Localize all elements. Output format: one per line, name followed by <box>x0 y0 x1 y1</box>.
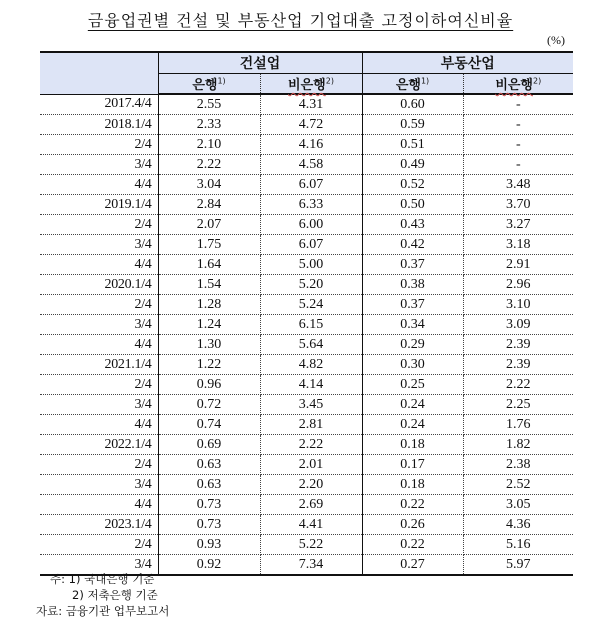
realestate-bank-cell: 0.30 <box>362 355 463 375</box>
construction-nonbank-cell: 2.01 <box>260 455 362 475</box>
realestate-bank-cell: 0.42 <box>362 235 463 255</box>
realestate-bank-cell: 0.24 <box>362 395 463 415</box>
period-cell: 3/4 <box>40 155 158 175</box>
period-cell: 2/4 <box>40 215 158 235</box>
table-row <box>40 235 573 255</box>
footnote-marker: 1) <box>217 76 226 86</box>
stub-header <box>40 52 158 94</box>
construction-nonbank-cell: 6.00 <box>260 215 362 235</box>
period-cell: 2020.1/4 <box>40 275 158 295</box>
construction-nonbank-cell: 6.07 <box>260 175 362 195</box>
period-cell: 2/4 <box>40 375 158 395</box>
construction-bank-cell: 0.96 <box>158 375 260 395</box>
construction-nonbank-cell: 2.81 <box>260 415 362 435</box>
construction-bank-cell: 3.04 <box>158 175 260 195</box>
period-cell: 2/4 <box>40 535 158 555</box>
realestate-bank-cell: 0.38 <box>362 275 463 295</box>
construction-nonbank-cell: 5.20 <box>260 275 362 295</box>
construction-nonbank-cell: 6.07 <box>260 235 362 255</box>
construction-bank-cell: 0.93 <box>158 535 260 555</box>
realestate-bank-cell: 0.49 <box>362 155 463 175</box>
realestate-nonbank-cell: 2.22 <box>463 375 573 395</box>
realestate-nonbank-cell: 3.10 <box>463 295 573 315</box>
table-row <box>40 495 573 515</box>
subheader-label: 은행 <box>192 78 218 93</box>
realestate-bank-cell: 0.27 <box>362 555 463 576</box>
realestate-nonbank-cell: 2.38 <box>463 455 573 475</box>
construction-nonbank-cell: 4.58 <box>260 155 362 175</box>
footnote-marker: 2) <box>533 76 542 86</box>
construction-bank-cell: 0.74 <box>158 415 260 435</box>
realestate-bank-cell: 0.59 <box>362 115 463 135</box>
realestate-bank-cell: 0.18 <box>362 435 463 455</box>
construction-nonbank-cell: 4.16 <box>260 135 362 155</box>
realestate-nonbank-cell: 3.18 <box>463 235 573 255</box>
construction-bank-cell: 1.28 <box>158 295 260 315</box>
period-cell: 3/4 <box>40 395 158 415</box>
period-cell: 2018.1/4 <box>40 115 158 135</box>
realestate-bank-cell: 0.25 <box>362 375 463 395</box>
subheader-realestate-bank <box>362 74 463 95</box>
period-cell: 4/4 <box>40 255 158 275</box>
table-row <box>40 215 573 235</box>
realestate-nonbank-cell: 2.52 <box>463 475 573 495</box>
table-body <box>40 94 573 575</box>
table-row <box>40 115 573 135</box>
realestate-nonbank-cell: 2.25 <box>463 395 573 415</box>
construction-nonbank-cell: 4.72 <box>260 115 362 135</box>
realestate-nonbank-cell: - <box>463 94 573 115</box>
construction-nonbank-cell: 5.22 <box>260 535 362 555</box>
construction-bank-cell: 2.22 <box>158 155 260 175</box>
construction-nonbank-cell: 2.69 <box>260 495 362 515</box>
period-cell: 2/4 <box>40 455 158 475</box>
realestate-nonbank-cell: 5.16 <box>463 535 573 555</box>
realestate-bank-cell: 0.24 <box>362 415 463 435</box>
table-row <box>40 295 573 315</box>
construction-bank-cell: 2.10 <box>158 135 260 155</box>
table-row <box>40 395 573 415</box>
period-cell: 3/4 <box>40 475 158 495</box>
realestate-bank-cell: 0.22 <box>362 495 463 515</box>
realestate-bank-cell: 0.50 <box>362 195 463 215</box>
realestate-bank-cell: 0.51 <box>362 135 463 155</box>
table-row <box>40 535 573 555</box>
construction-bank-cell: 0.72 <box>158 395 260 415</box>
subheader-construction-bank <box>158 74 260 95</box>
construction-nonbank-cell: 4.41 <box>260 515 362 535</box>
realestate-nonbank-cell: - <box>463 115 573 135</box>
realestate-bank-cell: 0.34 <box>362 315 463 335</box>
construction-nonbank-cell: 3.45 <box>260 395 362 415</box>
period-cell: 3/4 <box>40 315 158 335</box>
construction-bank-cell: 1.30 <box>158 335 260 355</box>
subheader-construction-nonbank <box>260 74 362 95</box>
construction-nonbank-cell: 4.14 <box>260 375 362 395</box>
realestate-nonbank-cell: 2.96 <box>463 275 573 295</box>
table-row <box>40 155 573 175</box>
construction-nonbank-cell: 5.24 <box>260 295 362 315</box>
table-row <box>40 355 573 375</box>
realestate-nonbank-cell: 1.82 <box>463 435 573 455</box>
realestate-nonbank-cell: 3.05 <box>463 495 573 515</box>
period-cell: 3/4 <box>40 555 158 576</box>
table-row <box>40 475 573 495</box>
table-row <box>40 455 573 475</box>
realestate-nonbank-cell: 2.91 <box>463 255 573 275</box>
npl-ratio-table <box>40 51 573 576</box>
footnote-marker: 1) <box>420 76 430 86</box>
construction-nonbank-cell: 4.31 <box>260 94 362 115</box>
period-cell: 2022.1/4 <box>40 435 158 455</box>
realestate-nonbank-cell: 2.39 <box>463 355 573 375</box>
realestate-nonbank-cell: 2.39 <box>463 335 573 355</box>
construction-bank-cell: 0.73 <box>158 515 260 535</box>
realestate-nonbank-cell: - <box>463 135 573 155</box>
unit-label: (%) <box>547 33 565 47</box>
period-cell: 4/4 <box>40 335 158 355</box>
construction-nonbank-cell: 2.22 <box>260 435 362 455</box>
realestate-nonbank-cell: 3.70 <box>463 195 573 215</box>
construction-nonbank-cell: 6.15 <box>260 315 362 335</box>
realestate-nonbank-cell: - <box>463 155 573 175</box>
source-note: 자료: 금융기관 업무보고서 <box>36 604 170 618</box>
group-header-construction: 건설업 <box>158 52 362 74</box>
construction-nonbank-cell: 6.33 <box>260 195 362 215</box>
group-header-real-estate: 부동산업 <box>362 52 573 74</box>
construction-bank-cell: 2.33 <box>158 115 260 135</box>
table-row <box>40 315 573 335</box>
realestate-nonbank-cell: 3.48 <box>463 175 573 195</box>
construction-bank-cell: 1.54 <box>158 275 260 295</box>
realestate-bank-cell: 0.37 <box>362 295 463 315</box>
construction-bank-cell: 0.73 <box>158 495 260 515</box>
realestate-bank-cell: 0.52 <box>362 175 463 195</box>
realestate-nonbank-cell: 4.36 <box>463 515 573 535</box>
footnote-1: 주: 1) 국내은행 기준 <box>50 572 155 586</box>
realestate-nonbank-cell: 3.09 <box>463 315 573 335</box>
table-title-text: 금융업권별 건설 및 부동산업 기업대출 고정이하여신비율 <box>87 11 514 30</box>
construction-bank-cell: 1.22 <box>158 355 260 375</box>
table-row <box>40 415 573 435</box>
period-cell: 4/4 <box>40 495 158 515</box>
table-title <box>0 8 601 31</box>
realestate-bank-cell: 0.26 <box>362 515 463 535</box>
table-row <box>40 255 573 275</box>
table-row <box>40 175 573 195</box>
table-row <box>40 375 573 395</box>
period-cell: 2/4 <box>40 135 158 155</box>
period-cell: 2023.1/4 <box>40 515 158 535</box>
construction-nonbank-cell: 2.20 <box>260 475 362 495</box>
footnotes <box>36 571 169 619</box>
realestate-bank-cell: 0.60 <box>362 94 463 115</box>
construction-bank-cell: 1.64 <box>158 255 260 275</box>
table-row <box>40 94 573 115</box>
footnote-2: 2) 저축은행 기준 <box>72 588 158 602</box>
construction-bank-cell: 0.92 <box>158 555 260 576</box>
construction-bank-cell: 2.55 <box>158 94 260 115</box>
footnote-marker: 2) <box>325 76 334 86</box>
realestate-nonbank-cell: 5.97 <box>463 555 573 576</box>
construction-bank-cell: 0.63 <box>158 475 260 495</box>
period-cell: 3/4 <box>40 235 158 255</box>
construction-bank-cell: 1.75 <box>158 235 260 255</box>
subheader-label: 은행 <box>395 78 421 93</box>
realestate-bank-cell: 0.18 <box>362 475 463 495</box>
period-cell: 2019.1/4 <box>40 195 158 215</box>
realestate-bank-cell: 0.43 <box>362 215 463 235</box>
realestate-bank-cell: 0.17 <box>362 455 463 475</box>
construction-bank-cell: 0.69 <box>158 435 260 455</box>
table-row <box>40 335 573 355</box>
table-row <box>40 435 573 455</box>
table-row <box>40 275 573 295</box>
realestate-nonbank-cell: 1.76 <box>463 415 573 435</box>
realestate-bank-cell: 0.22 <box>362 535 463 555</box>
realestate-nonbank-cell: 3.27 <box>463 215 573 235</box>
realestate-bank-cell: 0.29 <box>362 335 463 355</box>
construction-nonbank-cell: 4.82 <box>260 355 362 375</box>
subheader-realestate-nonbank <box>463 74 573 95</box>
table-row <box>40 515 573 535</box>
table-row <box>40 195 573 215</box>
construction-bank-cell: 1.24 <box>158 315 260 335</box>
subheader-label: 비은행 <box>288 78 326 93</box>
construction-bank-cell: 0.63 <box>158 455 260 475</box>
construction-nonbank-cell: 5.64 <box>260 335 362 355</box>
period-cell: 2021.1/4 <box>40 355 158 375</box>
construction-nonbank-cell: 7.34 <box>260 555 362 576</box>
period-cell: 2/4 <box>40 295 158 315</box>
period-cell: 2017.4/4 <box>40 94 158 115</box>
table-row <box>40 135 573 155</box>
subheader-label: 비은행 <box>495 78 533 93</box>
period-cell: 4/4 <box>40 415 158 435</box>
construction-bank-cell: 2.07 <box>158 215 260 235</box>
construction-bank-cell: 2.84 <box>158 195 260 215</box>
period-cell: 4/4 <box>40 175 158 195</box>
realestate-bank-cell: 0.37 <box>362 255 463 275</box>
construction-nonbank-cell: 5.00 <box>260 255 362 275</box>
